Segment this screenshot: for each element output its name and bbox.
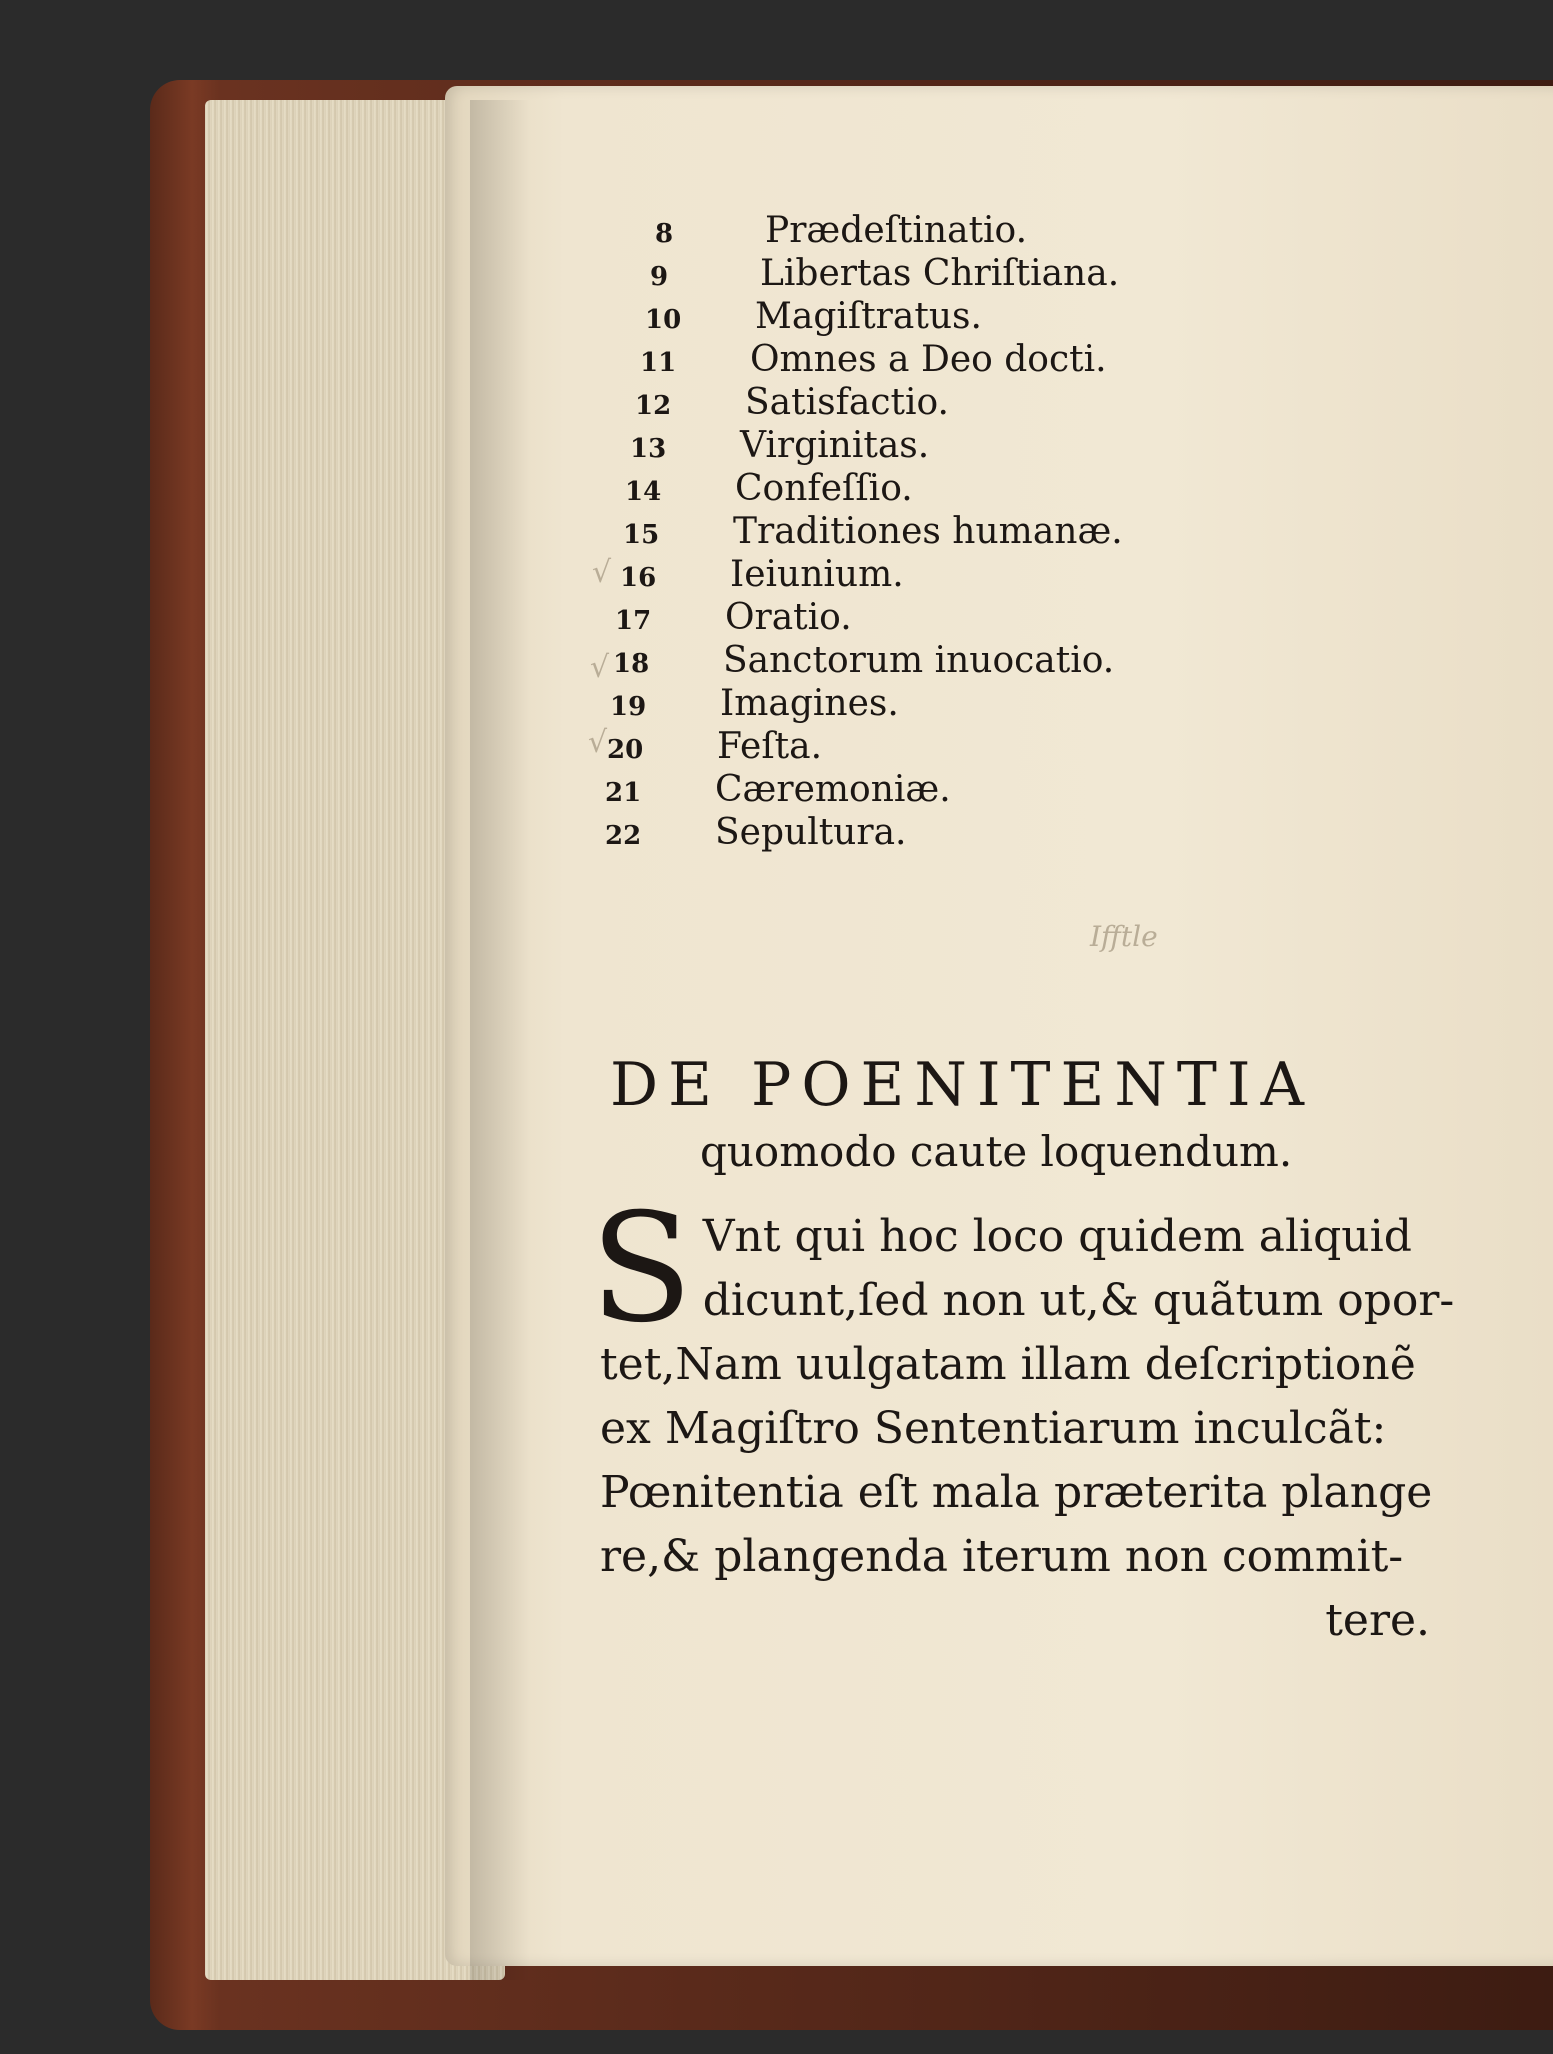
text-line: dicunt,ſed non ut,& quãtum opor-: [702, 1275, 1455, 1326]
toc-entry: Traditiones humanæ.: [733, 511, 1123, 552]
toc-row: [623, 511, 1124, 554]
toc-number: 20: [607, 735, 644, 765]
toc-number: 11: [640, 348, 677, 378]
toc-row: [607, 726, 1108, 769]
toc-number: 14: [625, 477, 662, 507]
drop-cap: S: [590, 1182, 693, 1356]
table-of-contents: [605, 210, 1123, 855]
toc-number: 15: [623, 520, 660, 550]
toc-entry: Imagines.: [720, 683, 899, 724]
toc-entry: Feſta.: [717, 726, 823, 767]
toc-entry: Libertas Chriſtiana.: [760, 253, 1120, 294]
toc-row: [605, 812, 1106, 855]
toc-entry: Prædeſtinatio.: [765, 210, 1028, 251]
toc-row: [645, 296, 1146, 339]
section-heading: DE POENITENTIA: [610, 1050, 1314, 1120]
toc-row: [655, 210, 1156, 253]
body-paragraph: [590, 1182, 1455, 1653]
toc-entry: Oratio.: [725, 597, 852, 638]
toc-number: 13: [630, 434, 667, 464]
toc-number: 8: [655, 219, 674, 249]
text-line: Pœnitentia eſt mala præterita plange: [600, 1467, 1433, 1518]
toc-row: [635, 382, 1136, 425]
toc-row: [630, 425, 1131, 468]
toc-row: [615, 597, 1116, 640]
toc-number: 17: [615, 606, 652, 636]
toc-entry: Magiſtratus.: [755, 296, 982, 337]
toc-number: 21: [605, 778, 642, 808]
section-subheading: quomodo caute loquendum.: [700, 1127, 1293, 1176]
toc-entry: Satisfactio.: [745, 382, 949, 423]
toc-entry: Ieiunium.: [730, 554, 904, 595]
text-line: Vnt qui hoc loco quidem aliquid: [702, 1211, 1412, 1262]
toc-row: [605, 769, 1106, 812]
toc-number: 9: [650, 262, 669, 292]
toc-entry: Sepultura.: [715, 812, 907, 853]
toc-number: 16: [620, 563, 657, 593]
toc-number: 10: [645, 305, 682, 335]
toc-entry: Omnes a Deo docti.: [750, 339, 1107, 380]
toc-number: 12: [635, 391, 672, 421]
toc-entry: Cæremoniæ.: [715, 769, 951, 810]
toc-number: 22: [605, 821, 642, 851]
toc-number: 18: [613, 649, 650, 679]
catchword: tere.: [1325, 1595, 1430, 1646]
margin-checkmark: √: [590, 650, 610, 685]
toc-row: [610, 683, 1111, 726]
text-line: tet,Nam uulgatam illam deſcriptionẽ: [600, 1339, 1416, 1390]
spine-shadow: [470, 100, 530, 1980]
toc-number: 19: [610, 692, 647, 722]
toc-row: [625, 468, 1126, 511]
toc-row: [650, 253, 1151, 296]
toc-row: [620, 554, 1121, 597]
toc-entry: Confeſſio.: [735, 468, 913, 509]
margin-note: Ifftle: [1090, 920, 1158, 953]
toc-entry: Sanctorum inuocatio.: [723, 640, 1115, 681]
text-line: re,& plangenda iterum non commit-: [600, 1531, 1404, 1582]
margin-checkmark: √: [588, 725, 608, 760]
text-line: ex Magiſtro Sententiarum inculcãt:: [600, 1403, 1387, 1454]
margin-checkmark: √: [592, 555, 612, 590]
toc-entry: Virginitas.: [740, 425, 930, 466]
toc-row: [613, 640, 1114, 683]
toc-row: [640, 339, 1141, 382]
